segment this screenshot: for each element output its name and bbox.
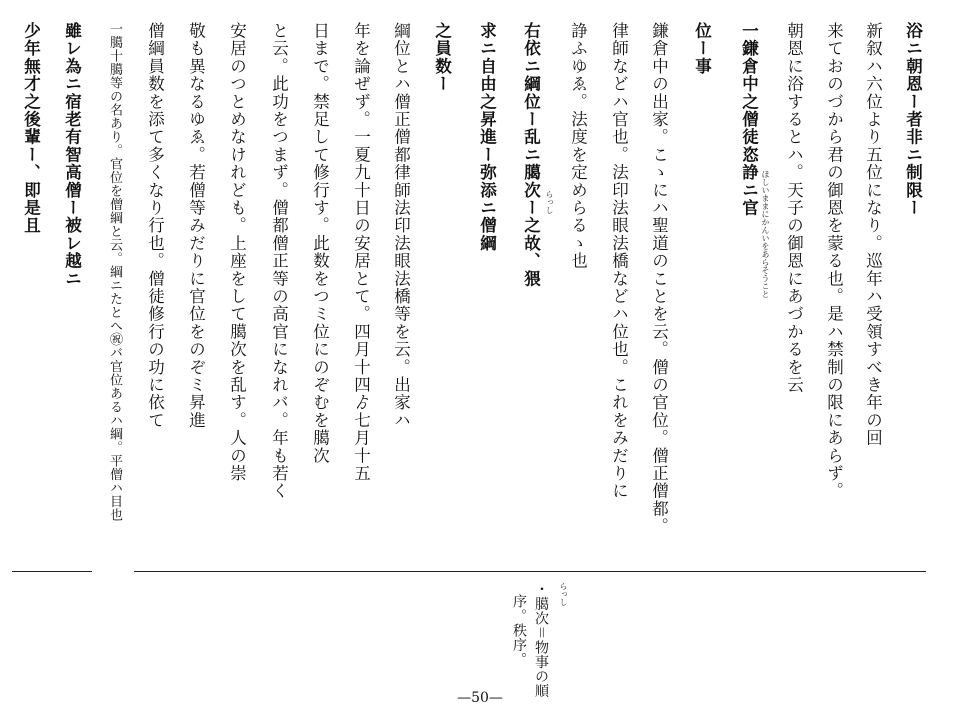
- text-column-18: 敬も異なるゆゑ。若僧等みだりに官位をのぞミ昇進: [186, 22, 206, 430]
- ruby-annotation-3: らっし: [559, 582, 568, 606]
- footnote-rule-left: [12, 571, 92, 572]
- text-column-4: 朝恩に浴するとハ。天子の御恩にあづかるを云: [784, 22, 804, 394]
- page-number: —50—: [457, 690, 503, 706]
- text-column-2: 新叙ハ六位より五位になり。巡年ハ受領すべき年の回: [863, 22, 883, 447]
- text-column-3: 来ておのづから君の御恩を蒙る也。是ハ禁制の限にあらず。: [824, 22, 844, 500]
- ruby-annotation-1: ほしいままにかんいをあらそうこと: [761, 170, 770, 298]
- text-column-7: 鎌倉中の出家。こゝにハ聖道のことを云。僧の官位。僧正僧都。: [649, 22, 669, 536]
- text-column-1: 浴ニ朝恩ー者非ニ制限ー: [903, 22, 923, 217]
- text-column-16: と云。此功をつまず。僧都僧正等の高官になれバ。年も若く: [269, 22, 289, 500]
- gloss-line-2: 序。秩序。: [511, 594, 527, 667]
- gloss-line-1: ・臈次＝物事の順: [533, 582, 549, 698]
- text-column-21: 雖レ為ニ宿老有智高僧ー被レ越ニ: [62, 22, 82, 288]
- text-column-12: 之員数ー: [432, 22, 452, 93]
- text-column-13: 綱位とハ僧正僧都律師法印法眼法橋等を云。出家ハ: [391, 22, 411, 430]
- text-column-8: 律師などハ官也。法印法眼法橋などハ位也。これをみだりに: [609, 22, 629, 500]
- text-column-15: 日まで。禁足して修行す。此数をつミ位にのぞむを臈次: [310, 22, 330, 465]
- text-column-20: 一臈十臈等の名あり。官位を僧綱と云。綱ニたとへ㊗バ官位あるハ綱。平僧ハ目也: [107, 22, 122, 522]
- ruby-annotation-2: らっし: [545, 190, 554, 214]
- footnote-rule-right: [134, 571, 926, 572]
- text-column-17: 安居のつとめなけれども。上座をして臈次を乱す。人の崇: [227, 22, 247, 483]
- text-column-5: 一鎌倉中之僧徒恣諍ニ官: [739, 22, 759, 217]
- text-column-19: 僧綱員数を添て多くなり行也。僧徒修行の功に依て: [145, 22, 165, 430]
- text-column-9: 諍ふゆゑ。法度を定めらるゝ也: [568, 22, 588, 270]
- text-column-6: 位ー事: [692, 22, 712, 76]
- text-column-22: 少年無才之後輩ー、即是且: [21, 22, 41, 235]
- text-column-11: 求ニ自由之昇進ー弥添ニ僧綱: [477, 22, 497, 253]
- text-column-14: 年を論ぜず。一夏九十日の安居とて。四月十四ゟ七月十五: [351, 22, 371, 483]
- text-column-10: 右依ニ綱位ー乱ニ臈次ー之故、猥: [521, 22, 541, 288]
